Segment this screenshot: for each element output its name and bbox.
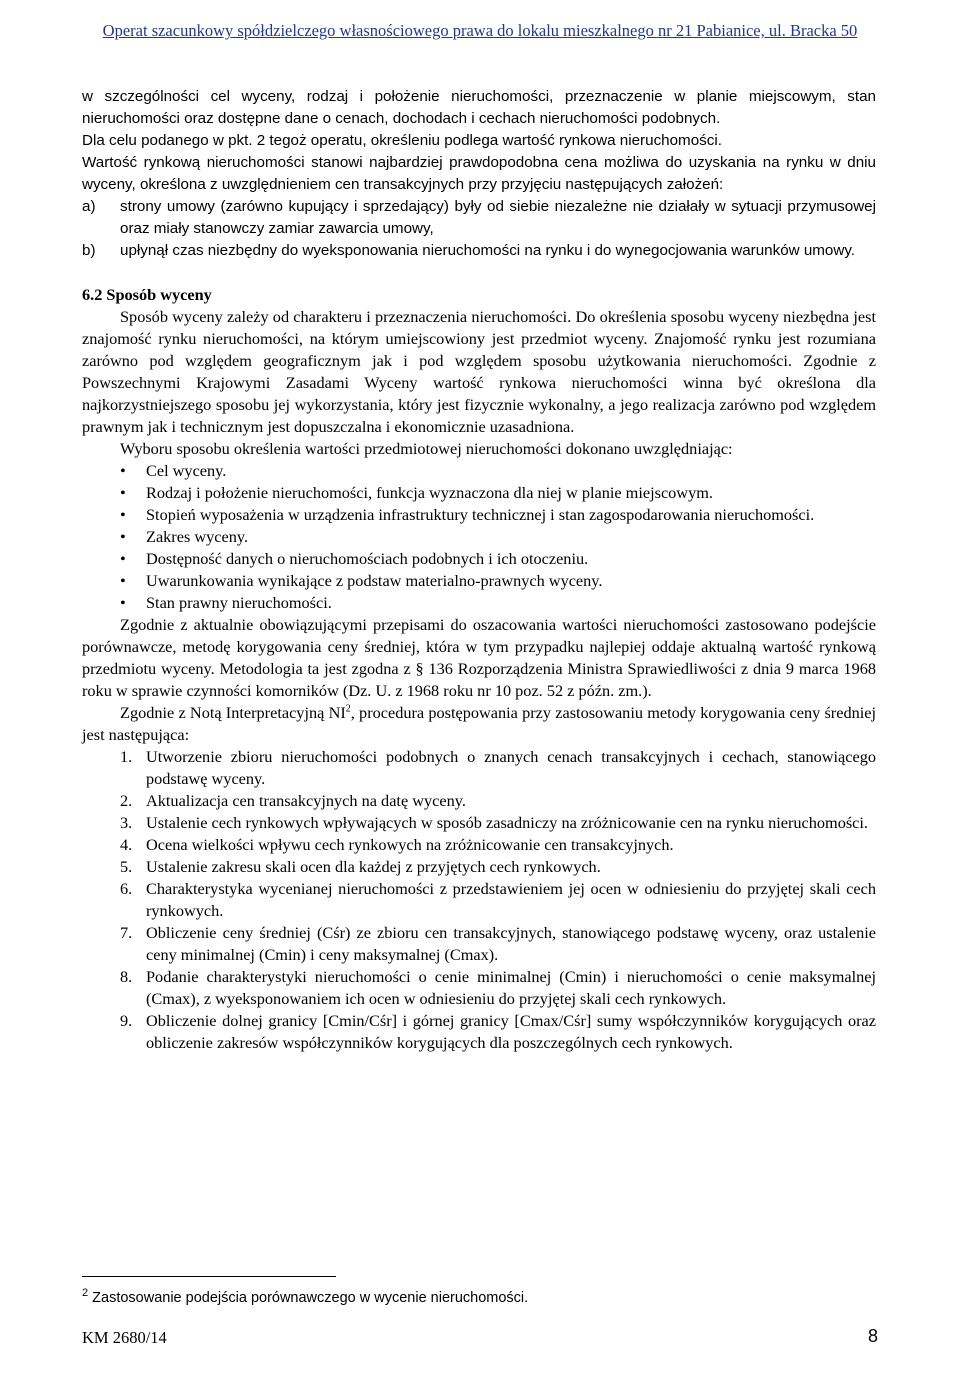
list-item: 9. Obliczenie dolnej granicy [Cmin/Cśr] i górnej granicy [Cmax/Cśr] sumy współczynników korygujących oraz obliczenie zakresów współczynników korygujących dla poszczególnych cech rynkowych. [120,1011,876,1052]
list-item: • Stopień wyposażenia w urządzenia infrastruktury technicznej i stan zagospodarowania nieruchomości. [82,504,876,526]
list-item: 4. Ocena wielkości wpływu cech rynkowych na zróżnicowanie cen transakcyjnych. [120,835,674,854]
bullet-icon: • [120,549,126,568]
section-paragraph: Zgodnie z aktualnie obowiązującymi przepisami do oszacowania wartości nieruchomości zastosowano podejście porównawcze, metodę korygowania ceny średniej, która w tym przypadku najlepiej oddaje aktualną wartość rynkową przedmiotu wyceny. Metodologia ta jest zgodna z § 136 Rozporządzenia Ministra Sprawiedliwości z dnia 9 marca 1968 roku w sprawie czynności komorników (Dz. U. z 1968 roku nr 10 poz. 52 z późn. zm.). [82,615,876,700]
list-item: • Cel wyceny. [82,460,876,482]
bullet-icon: • [120,505,126,524]
bullet-icon: • [120,483,126,502]
bullet-icon: • [120,461,126,480]
list-item: 2. Aktualizacja cen transakcyjnych na datę wyceny. [120,791,466,810]
market-value-definition: Wartość rynkową nieruchomości stanowi najbardziej prawdopodobna cena możliwa do uzyskania na rynku w dniu wyceny, określona z uwzględnieniem cen transakcyjnych przy przyjęciu następujących założeń: [82,154,876,193]
bullet-icon: • [120,527,126,546]
intro-purpose-paragraph: Dla celu podanego w pkt. 2 tegoż operatu, określeniu podlega wartość rynkowa nieruchomości. [82,132,722,149]
criteria-list [82,460,876,614]
footnote [82,1288,882,1308]
list-item: 8. Podanie charakterystyki nieruchomości o cenie minimalnej (Cmin) i nieruchomości o cenie maksymalnej (Cmax), z wyeksponowaniem ich ocen w odniesieniu do przyjętej skali cech rynkowych. [120,967,876,1008]
condition-label: a) [82,198,96,215]
condition-label: b) [82,242,96,259]
condition-text: strony umowy (zarówno kupujący i sprzedający) były od siebie niezależne nie działały w sytuacji przymusowej oraz miały stanowczy zamiar zawarcia umowy, [120,198,876,237]
condition-item [82,240,876,262]
document-body [82,86,876,1054]
procedure-steps-list [82,746,876,1054]
section-paragraph: Wyboru sposobu określenia wartości przedmiotowej nieruchomości dokonano uwzględniając: [120,439,733,458]
footnote-marker: 2 [82,1287,89,1299]
list-item: • Dostępność danych o nieruchomościach podobnych i ich otoczeniu. [82,548,876,570]
condition-text: upłynął czas niezbędny do wyeksponowania nieruchomości na rynku i do wynegocjowania warunków umowy. [120,242,856,259]
intro-paragraph: w szczególności cel wyceny, rodzaj i położenie nieruchomości, przeznaczenie w planie miejscowym, stan nieruchomości oraz dostępne dane o cenach, dochodach i cechach nieruchomości podobnych. [82,88,876,127]
page-number: 8 [867,1326,878,1346]
list-item: • Rodzaj i położenie nieruchomości, funkcja wyznaczona dla niej w planie miejscowym. [82,482,876,504]
section-title: 6.2 Sposób wyceny [82,285,212,304]
conditions-list [82,196,876,262]
list-item: 6. Charakterystyka wycenianej nieruchomości z przedstawieniem jej ocen w odniesieniu do przyjętej skali cech rynkowych. [120,879,876,920]
document-reference: KM 2680/14 [82,1328,167,1347]
list-item: • Uwarunkowania wynikające z podstaw materialno-prawnych wyceny. [82,570,876,592]
footnote-separator [82,1276,336,1277]
list-item: • Zakres wyceny. [82,526,876,548]
list-item: • Stan prawny nieruchomości. [82,592,876,614]
footnote-text: Zastosowanie podejścia porównawczego w wycenie nieruchomości. [92,1290,529,1306]
list-item: 3. Ustalenie cech rynkowych wpływających w sposób zasadniczy na zróżnicowanie cen na rynku nieruchomości. [120,813,868,832]
list-item: 5. Ustalenie zakresu skali ocen dla każdej z przyjętych cech rynkowych. [120,857,601,876]
bullet-icon: • [120,593,126,612]
condition-item [82,196,876,240]
section-paragraph: Zgodnie z Notą Interpretacyjną $NI^2$, procedura postępowania przy zastosowaniu metody korygowania ceny średniej jest następująca: [82,703,876,744]
list-item: 1. Utworzenie zbioru nieruchomości podobnych o znanych cenach transakcyjnych i cechach, stanowiącego podstawę wyceny. [120,747,876,788]
footnote-reference: 2 [345,703,351,715]
bullet-icon: • [120,571,126,590]
list-item: 7. Obliczenie ceny średniej (Cśr) ze zbioru cen transakcyjnych, stanowiącego podstawę wyceny, oraz ustalenie ceny minimalnej (Cmin) i ceny maksymalnej (Cmax). [120,923,876,964]
page-header: Operat szacunkowy spółdzielczego własnościowego prawa do lokalu mieszkalnego nr 21 Pabianice, ul. Bracka 50 [102,21,858,40]
section-paragraph: Sposób wyceny zależy od charakteru i przeznaczenia nieruchomości. Do określenia sposobu wyceny niezbędna jest znajomość rynku nieruchomości, na którym umiejscowiony jest przedmiot wyceny. Znajomość rynku jest rozumiana zarówno pod względem geograficznym jak i pod względem sposobu użytkowania nieruchomości. Zgodnie z Powszechnymi Krajowymi Zasadami Wyceny wartość rynkowa nieruchomości winna być określona dla najkorzystniejszego sposobu jej wykorzystania, który jest fizycznie wykonalny, a jego realizacja zarówno pod względem prawnym jak i technicznym jest dopuszczalna i ekonomicznie uzasadniona. [82,307,876,436]
